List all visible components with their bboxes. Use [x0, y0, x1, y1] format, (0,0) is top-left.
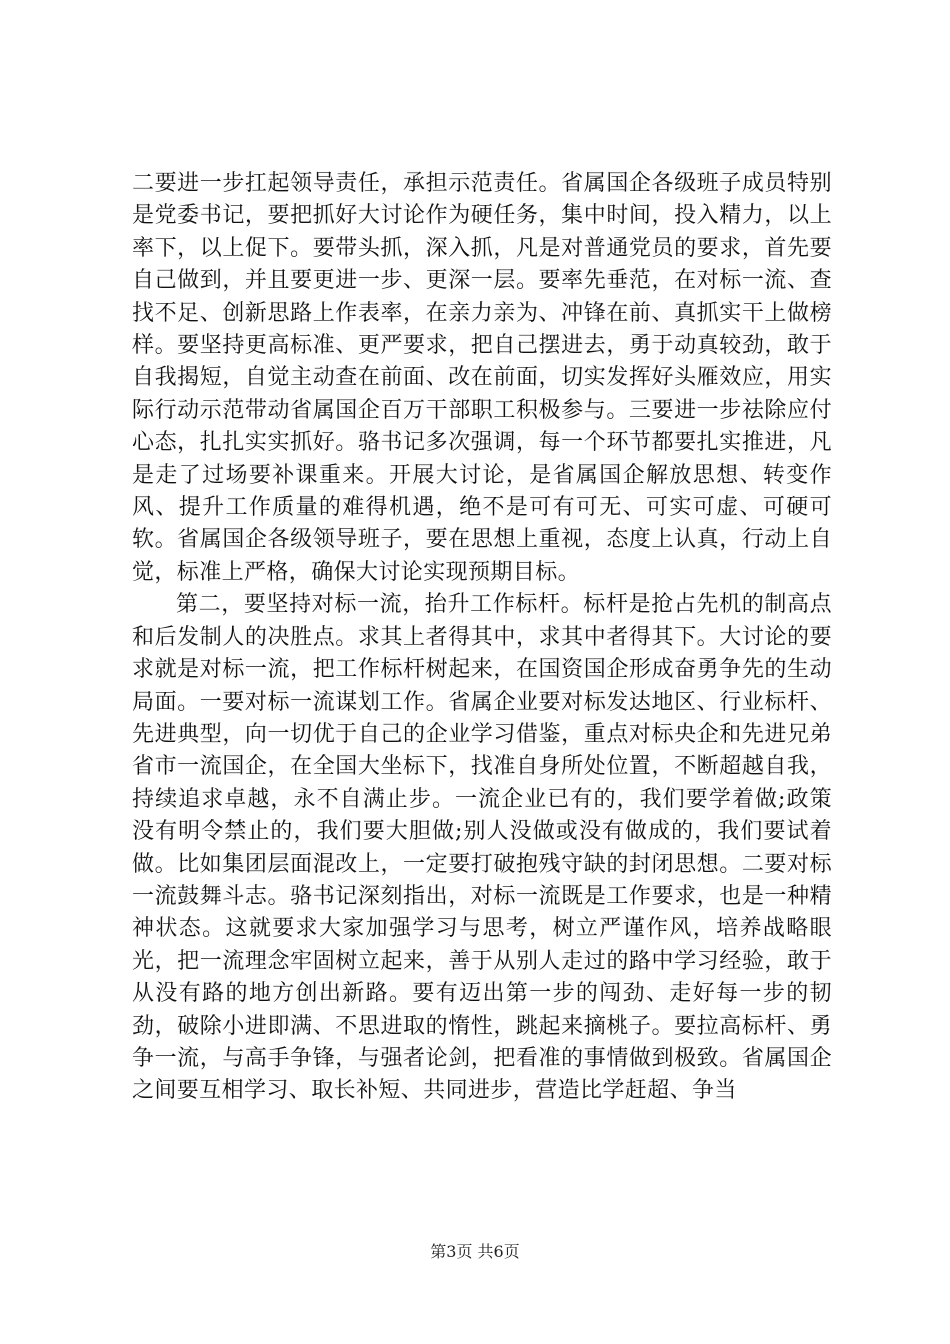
paragraph-continuation: 二要进一步扛起领导责任，承担示范责任。省属国企各级班子成员特别是党委书记，要把抓好大讨论作为硬任务，集中时间，投入精力，以上率下，以上促下。要带头抓，深入抓，凡是对普通党员的要求，首先要自己做到，并且要更进一步、更深一层。要率先垂范，在对标一流、查找不足、创新思路上作表率，在亲力亲为、冲锋在前、真抓实干上做榜样。要坚持更高标准、更严要求，把自己摆进去，勇于动真较劲，敢于自我揭短，自觉主动查在前面、改在前面，切实发挥好头雁效应，用实际行动示范带动省属国企百万干部职工积极参与。三要进一步祛除应付心态，扎扎实实抓好。骆书记多次强调，每一个环节都要扎实推进，凡是走了过场要补课重来。开展大讨论，是省属国企解放思想、转变作风、提升工作质量的难得机遇，绝不是可有可无、可实可虚、可硬可软。省属国企各级领导班子，要在思想上重视，态度上认真，行动上自觉，标准上严格，确保大讨论实现预期目标。	[132, 171, 832, 585]
page-number-footer: 第3页 共6页	[430, 1242, 520, 1261]
paragraph-second-point: 第二，要坚持对标一流，抬升工作标杆。标杆是抢占先机的制高点和后发制人的决胜点。求其上者得其中，求其中者得其下。大讨论的要求就是对标一流，把工作标杆树起来，在国资国企形成奋勇争先的生动局面。一要对标一流谋划工作。省属企业要对标发达地区、行业标杆、先进典型，向一切优于自己的企业学习借鉴，重点对标央企和先进兄弟省市一流国企，在全国大坐标下，找准自身所处位置，不断超越自我，持续追求卓越，永不自满止步。一流企业已有的，我们要学着做;政策没有明令禁止的，我们要大胆做;别人没做或没有做成的，我们要试着做。比如集团层面混改上，一定要打破抱残守缺的封闭思想。二要对标一流鼓舞斗志。骆书记深刻指出，对标一流既是工作要求，也是一种精神状态。这就要求大家加强学习与思考，树立严谨作风，培养战略眼光，把一流理念牢固树立起来，善于从别人走过的路中学习经验，敢于从没有路的地方创出新路。要有迈出第一步的闯劲、走好每一步的韧劲，破除小进即满、不思进取的惰性，跳起来摘桃子。要拉高标杆、勇争一流，与高手争锋，与强者论剑，把看准的事情做到极致。省属国企之间要互相学习、取长补短、共同进步，营造比学赶超、争当	[132, 592, 832, 1104]
document-body	[132, 168, 832, 1108]
